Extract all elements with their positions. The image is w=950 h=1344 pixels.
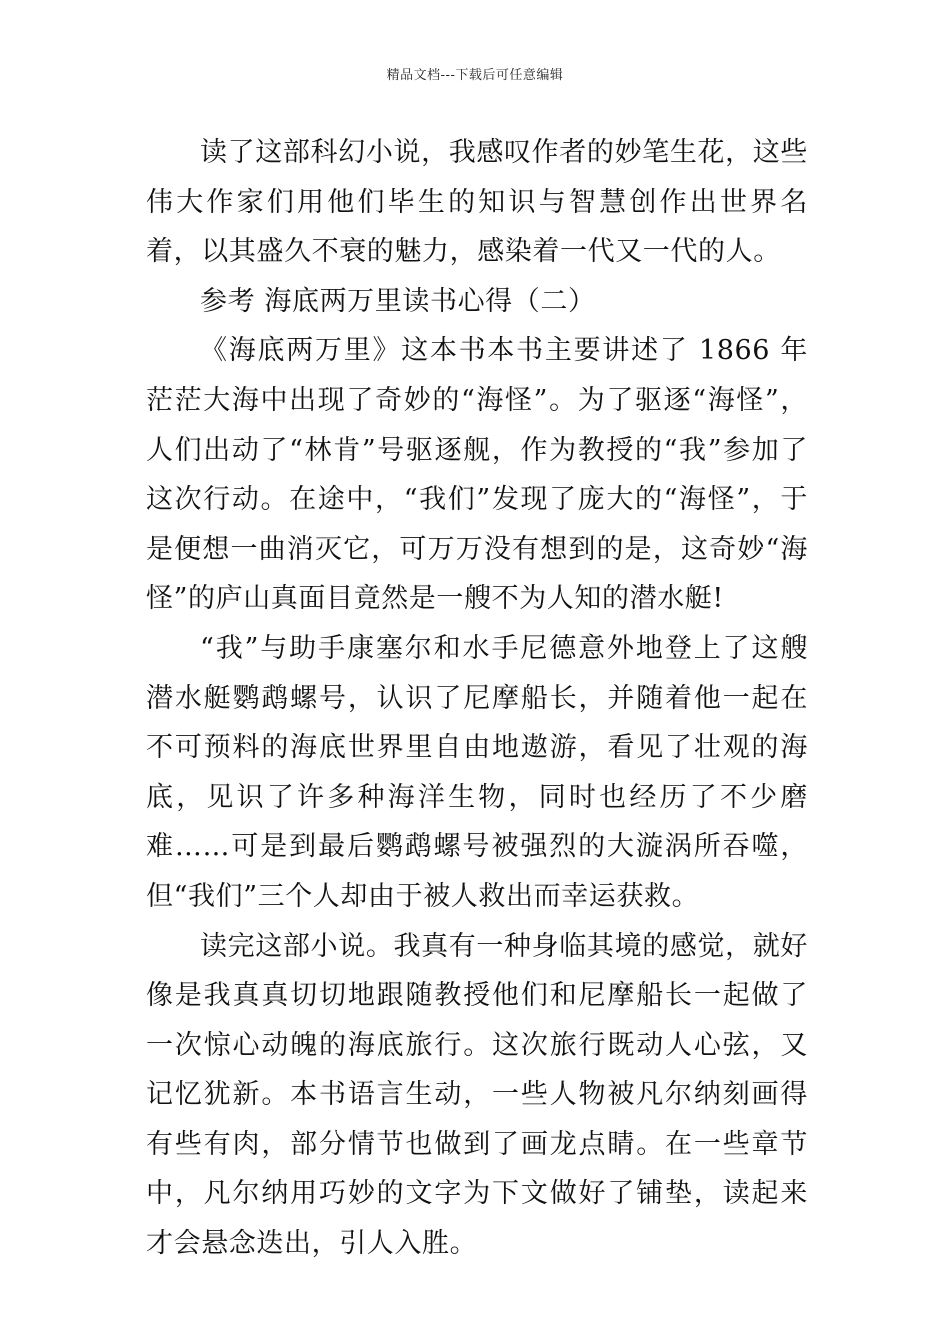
paragraph-2: 《海底两万里》这本书本书主要讲述了 1866 年茫茫大海中出现了奇妙的“海怪”。为了驱逐“海怪”，人们出动了“林肯”号驱逐舰，作为教授的“我”参加了这次行动。在途中，“我们”发现了庞大的“海怪”，于是便想一曲消灭它，可万万没有想到的是，这奇妙“海怪”的庐山真面目竟然是一艘不为人知的潜水艇! (146, 335, 808, 615)
paragraph-3: “我”与助手康塞尔和水手尼德意外地登上了这艘潜水艇鹦鹉螺号，认识了尼摩船长，并随着他一起在不可预料的海底世界里自由地遨游，看见了壮观的海底，见识了许多种海洋生物，同时也经历了不少磨难……可是到最后鹦鹉螺号被强烈的大漩涡所吞噬，但“我们”三个人却由于被人救出而幸运获救。 (146, 632, 808, 912)
paragraph-4: 读完这部小说。我真有一种身临其境的感觉，就好像是我真真切切地跟随教授他们和尼摩船长一起做了一次惊心动魄的海底旅行。这次旅行既动人心弦，又记忆犹新。本书语言生动，一些人物被凡尔纳刻画得有些有肉，部分情节也做到了画龙点睛。在一些章节中，凡尔纳用巧妙的文字为下文做好了铺垫，读起来才会悬念迭出，引人入胜。 (146, 930, 808, 1260)
paragraph-1: 读了这部科幻小说，我感叹作者的妙笔生花，这些伟大作家们用他们毕生的知识与智慧创作出世界名着，以其盛久不衰的魅力，感染着一代又一代的人。 (146, 137, 808, 268)
section-subheading: 参考 海底两万里读书心得（二） (200, 285, 596, 317)
page-header: 精品文档---下载后可任意编辑 (386, 68, 564, 83)
document-body (146, 128, 808, 1269)
